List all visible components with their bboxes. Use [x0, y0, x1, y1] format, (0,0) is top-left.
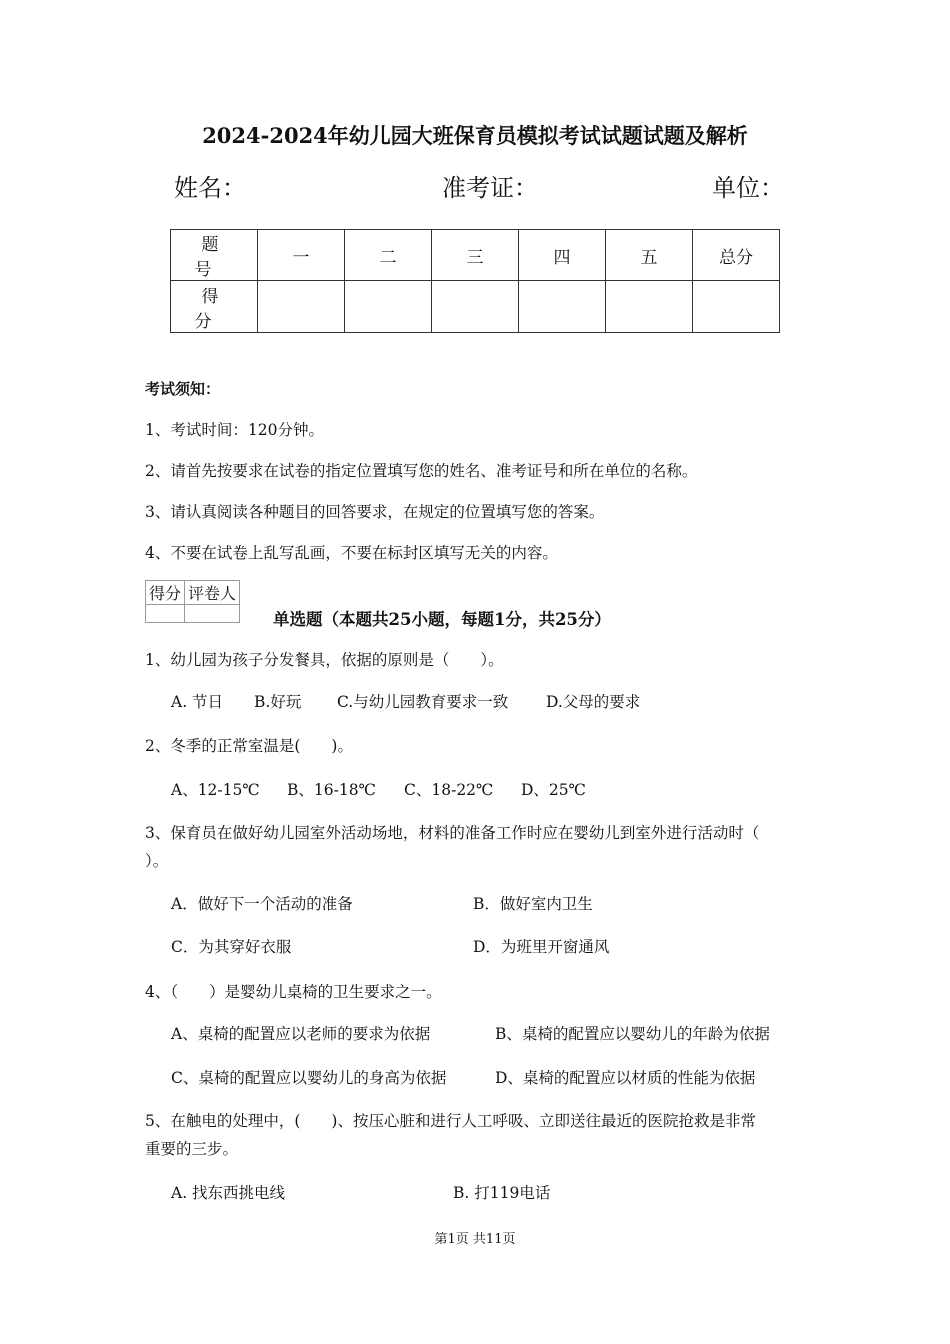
grader-reviewer-label: 评卷人	[185, 581, 240, 605]
question-3-option-c[interactable]: C．为其穿好衣服	[171, 938, 292, 956]
question-5-option-b[interactable]: B. 打119电话	[453, 1184, 551, 1202]
grader-score-cell[interactable]	[146, 605, 185, 623]
notice-item: 3、请认真阅读各种题目的回答要求，在规定的位置填写您的答案。	[145, 503, 605, 521]
score-cell-1[interactable]	[258, 281, 345, 333]
notice-item: 2、请首先按要求在试卷的指定位置填写您的姓名、准考证号和所在单位的名称。	[145, 462, 698, 480]
score-label: 得分	[171, 281, 258, 333]
score-cell-4[interactable]	[519, 281, 606, 333]
score-cell-3[interactable]	[432, 281, 519, 333]
notice-heading: 考试须知：	[145, 380, 221, 398]
question-2-stem: 2、冬季的正常室温是( )。	[145, 737, 353, 755]
grader-score-label: 得分	[146, 581, 185, 605]
page-footer: 第1页 共11页	[434, 1232, 516, 1247]
question-1-option-c[interactable]: C.与幼儿园教育要求一致	[337, 693, 509, 711]
grader-box	[145, 580, 240, 623]
name-field-label: 姓名：	[174, 174, 246, 202]
question-4-stem: 4、（ ）是婴幼儿桌椅的卫生要求之一。	[145, 983, 442, 1001]
question-4-option-c[interactable]: C、桌椅的配置应以婴幼儿的身高为依据	[171, 1069, 447, 1087]
question-5-option-a[interactable]: A. 找东西挑电线	[171, 1184, 286, 1202]
column-total: 总分	[693, 230, 780, 281]
question-3-stem: 3、保育员在做好幼儿园室外活动场地，材料的准备工作时应在婴幼儿到室外进行活动时（	[145, 824, 760, 842]
question-4-option-a[interactable]: A、桌椅的配置应以老师的要求为依据	[171, 1025, 431, 1043]
question-4-option-d[interactable]: D、桌椅的配置应以材质的性能为依据	[495, 1069, 756, 1087]
question-3-stem-cont: ）。	[145, 852, 169, 870]
notice-item: 1、考试时间：120分钟。	[145, 421, 324, 439]
question-3-option-d[interactable]: D．为班里开窗通风	[473, 938, 610, 956]
column-3: 三	[432, 230, 519, 281]
section-title: 单选题（本题共25小题，每题1分，共25分）	[273, 610, 611, 629]
notice-item: 4、不要在试卷上乱写乱画，不要在标封区填写无关的内容。	[145, 544, 558, 562]
question-1-option-d[interactable]: D.父母的要求	[546, 693, 641, 711]
question-4-option-b[interactable]: B、桌椅的配置应以婴幼儿的年龄为依据	[495, 1025, 770, 1043]
score-cell-total[interactable]	[693, 281, 780, 333]
column-2: 二	[345, 230, 432, 281]
question-number-label: 题号	[171, 230, 258, 281]
question-1-option-b[interactable]: B.好玩	[254, 693, 302, 711]
question-2-option-b[interactable]: B、16-18℃	[287, 781, 376, 799]
column-5: 五	[606, 230, 693, 281]
question-3-option-a[interactable]: A．做好下一个活动的准备	[171, 895, 353, 913]
score-cell-2[interactable]	[345, 281, 432, 333]
question-2-option-c[interactable]: C、18-22℃	[404, 781, 494, 799]
grader-reviewer-cell[interactable]	[185, 605, 240, 623]
page-title: 2024-2024年幼儿园大班保育员模拟考试试题试题及解析	[202, 123, 748, 148]
question-2-option-d[interactable]: D、25℃	[521, 781, 586, 799]
question-5-stem: 5、在触电的处理中，( )、按压心脏和进行人工呼吸、立即送往最近的医院抢救是非常	[145, 1112, 756, 1130]
score-cell-5[interactable]	[606, 281, 693, 333]
column-4: 四	[519, 230, 606, 281]
question-1-stem: 1、幼儿园为孩子分发餐具，依据的原则是（ ）。	[145, 651, 504, 669]
score-table-header-row	[171, 230, 780, 281]
unit-field-label: 单位：	[712, 174, 784, 202]
ticket-field-label: 准考证：	[442, 174, 538, 202]
score-table-score-row	[171, 281, 780, 333]
question-1-option-a[interactable]: A. 节日	[171, 693, 224, 711]
question-3-option-b[interactable]: B．做好室内卫生	[473, 895, 593, 913]
question-5-stem-cont: 重要的三步。	[145, 1140, 239, 1158]
question-2-option-a[interactable]: A、12-15℃	[171, 781, 260, 799]
column-1: 一	[258, 230, 345, 281]
score-table	[170, 229, 780, 333]
